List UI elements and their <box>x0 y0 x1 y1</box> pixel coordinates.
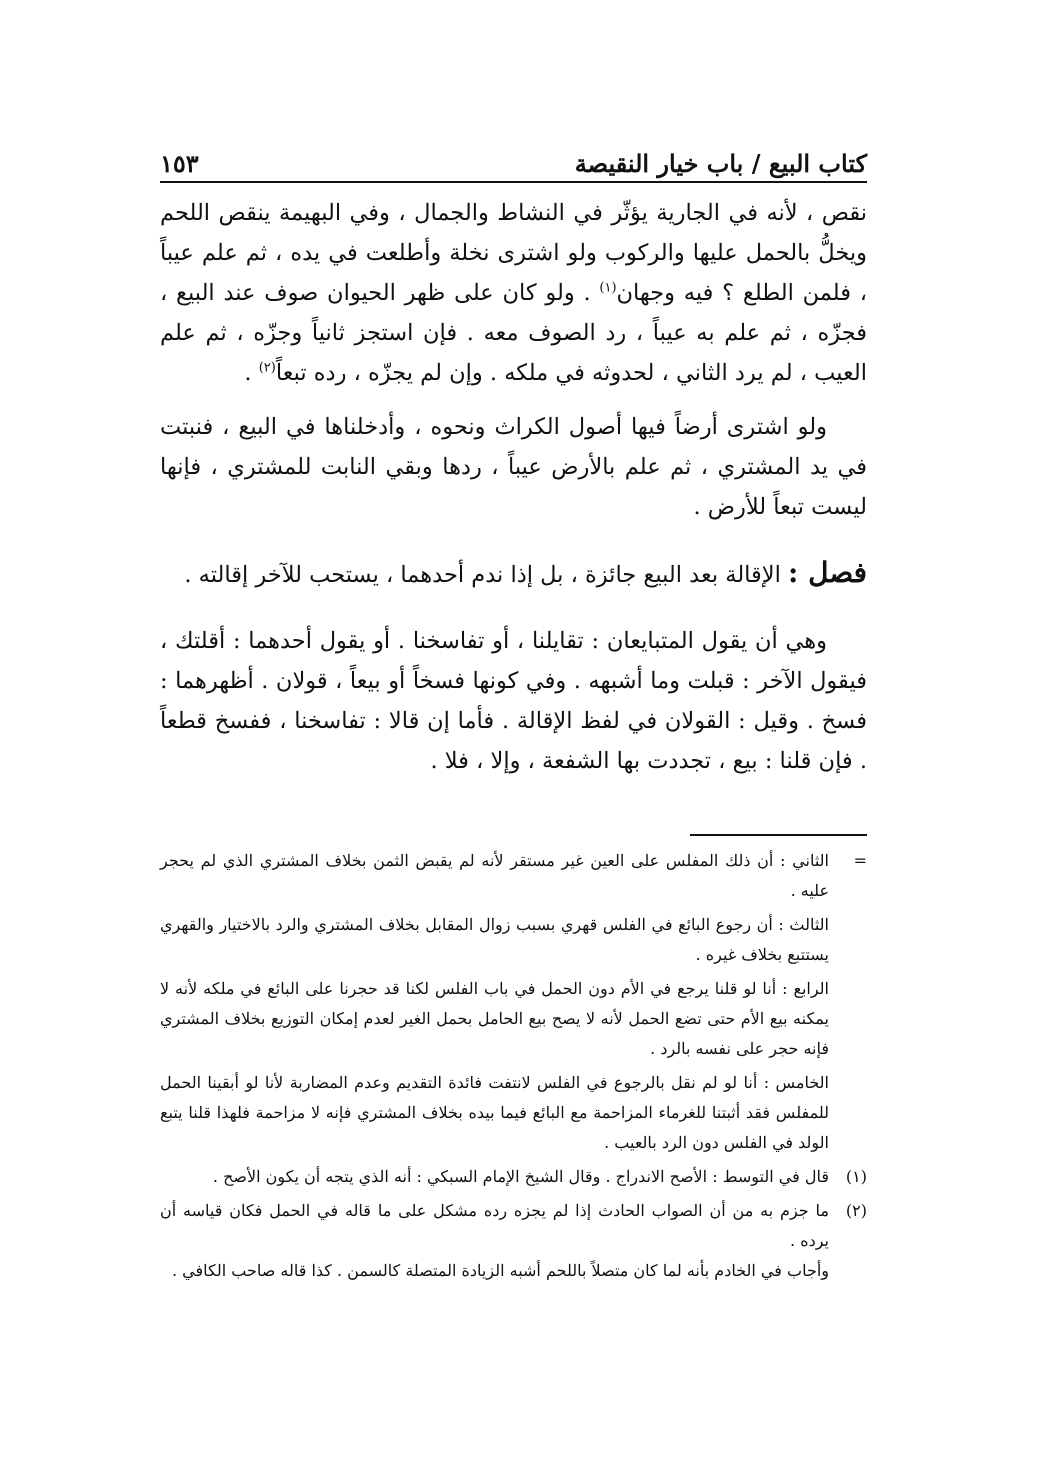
footnote-separator <box>690 834 867 836</box>
footnote-thalith: الثالث : أن رجوع البائع في الفلس قهري بسبب زوال المقابل بخلاف المشتري والرد بالاختيار والقهري يستتبع بخلاف غيره . <box>160 915 829 964</box>
footnote-khamis: الخامس : أنا لو لم نقل بالرجوع في الفلس لانتفت فائدة التقديم وعدم المضاربة لأنا لو أبقينا الحمل للمفلس فقد أثبتنا للغرماء المزاحمة مع البائع فيما بيده بخلاف المشتري فإنه لا مزاحمة فلهذا قلنا يتبع الولد في الفلس دون الرد بالعيب . <box>160 1073 829 1152</box>
running-header <box>160 128 867 178</box>
footnotes <box>160 846 867 1286</box>
paragraph-1 <box>160 193 867 393</box>
chapter-title: كتاب البيع / باب خيار النقيصة <box>574 149 867 178</box>
continuation-mark: = <box>853 851 867 870</box>
fasl-paragraph <box>160 553 867 595</box>
footnote-2 <box>160 1196 867 1256</box>
footnote-2-mark: (٢) <box>845 1201 867 1220</box>
footnote-2-text: ما جزم به من أن الصواب الحادث إذا لم يجزه رده مشكل على ما قاله في الحمل فكان قياسه أن يرده . <box>160 1201 829 1250</box>
fasl-heading: فصل : <box>788 556 867 589</box>
footnote-ref-1: (١) <box>599 280 617 296</box>
footnote-ref-2: (٢) <box>258 360 276 376</box>
footnote-1 <box>160 1162 867 1192</box>
footnote-continued-thani <box>160 846 867 906</box>
footnote-1-text: قال في التوسط : الأصح الاندراج . وقال الشيخ الإمام السبكي : أنه الذي يتجه أن يكون الأصح . <box>212 1167 829 1186</box>
paragraph-1-text-b: . ولو كان على ظهر الحيوان صوف عند البيع ، فجزّه ، ثم علم به عيباً ، رد الصوف معه . فإن استجز ثانياً وجزّه ، ثم علم العيب ، لم يرد الثاني ، لحدوثه في ملكه . وإن لم يجزّه ، رده تبعاً <box>160 280 867 386</box>
footnote-rabi: الرابع : أنا لو قلنا يرجع في الأم دون الحمل في باب الفلس لكنا قد حجرنا على البائع في ملكه لأنه لا يمكنه بيع الأم حتى تضع الحمل لأنه لا يصح بيع الحامل بحمل الغير لعدم إمكان التوزيع بخلاف المشتري فإنه حجر على نفسه بالرد . <box>160 979 830 1058</box>
paragraph-1-end: . <box>244 360 259 386</box>
header-rule <box>160 181 867 183</box>
footnote-thani-text: الثاني : أن ذلك المفلس على العين غير مستقر لأنه لم يقبض الثمن بخلاف المشتري الذي لم يحجر عليه . <box>160 851 830 900</box>
page-number: ١٥٣ <box>160 149 199 178</box>
main-text <box>160 193 867 781</box>
footnote-1-mark: (١) <box>845 1167 867 1186</box>
footnote-2-continued: وأجاب في الخادم بأنه لما كان متصلاً باللحم أشبه الزيادة المتصلة كالسمن . كذا قاله صاحب الكافي . <box>171 1261 829 1280</box>
fasl-text: الإقالة بعد البيع جائزة ، بل إذا ندم أحدهما ، يستحب للآخر إقالته . <box>184 562 789 588</box>
paragraph-4: وهي أن يقول المتبايعان : تقايلنا ، أو تفاسخنا . أو يقول أحدهما : أقلتك ، فيقول الآخر : قبلت وما أشبهه . وفي كونها فسخاً أو بيعاً ، قولان . أظهرهما : فسخ . وقيل : القولان في لفظ الإقالة . فأما إن قالا : تفاسخنا ، ففسخ قطعاً . فإن قلنا : بيع ، تجددت بها الشفعة ، وإلا ، فلا . <box>160 628 867 774</box>
paragraph-1-text: نقص ، لأنه في الجارية يؤثّر في النشاط والجمال ، وفي البهيمة ينقص اللحم ويخلُّ بالحمل عليها والركوب ولو اشترى نخلة وأطلعت في يده ، ثم علم عيباً ، فلمن الطلع ؟ فيه وجهان <box>160 200 867 306</box>
paragraph-2: ولو اشترى أرضاً فيها أصول الكراث ونحوه ، وأدخلناها في البيع ، فنبتت في يد المشتري ، ثم علم بالأرض عيباً ، ردها وبقي النابت للمشتري ، فإنها ليست تبعاً للأرض . <box>160 414 867 520</box>
